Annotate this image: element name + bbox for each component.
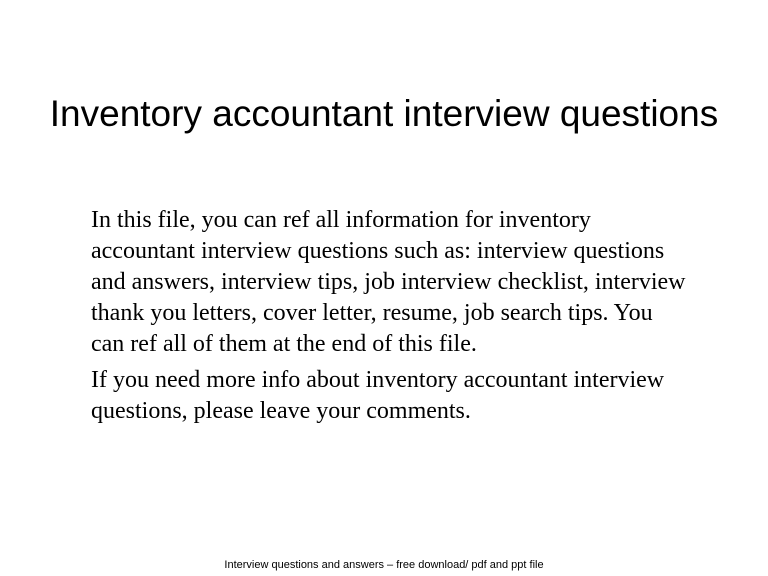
paragraph-line: If you need more info about inventory accountant interview xyxy=(91,367,665,393)
paragraph-line: thank you letters, cover letter, resume, job search tips. You xyxy=(91,300,653,326)
slide-footer: Interview questions and answers – free download/ pdf and ppt file xyxy=(224,559,544,571)
paragraph-comments xyxy=(91,365,751,427)
paragraph-line: can ref all of them at the end of this file. xyxy=(91,331,477,357)
paragraph-line: questions, please leave your comments. xyxy=(91,398,471,424)
paragraph-intro xyxy=(91,205,751,360)
paragraph-line: In this file, you can ref all information for inventory xyxy=(91,207,591,233)
slide-title: Inventory accountant interview questions xyxy=(49,93,719,134)
paragraph-line: accountant interview questions such as: interview questions xyxy=(91,238,665,264)
slide-body xyxy=(91,205,751,432)
paragraph-line: and answers, interview tips, job interview checklist, interview xyxy=(91,269,686,295)
